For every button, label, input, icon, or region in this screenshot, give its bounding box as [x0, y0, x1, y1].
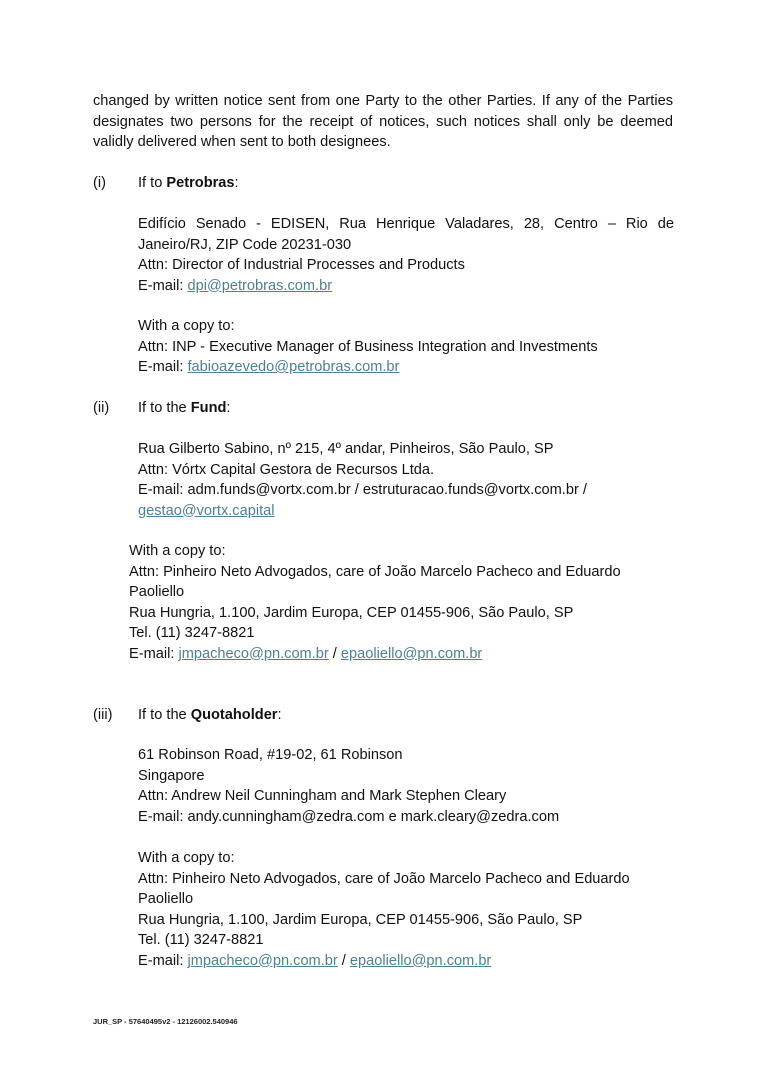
email-link[interactable]: dpi@petrobras.com.br [187, 277, 333, 294]
attn-line: Paoliello [129, 584, 185, 600]
attn-line: Attn: Pinheiro Neto Advogados, care of João Marcelo Pacheco and Eduardo [138, 870, 630, 887]
attn-line: Attn: Pinheiro Neto Advogados, care of João Marcelo Pacheco and Eduardo [129, 563, 621, 580]
section-heading: If to Petrobras: [138, 175, 239, 191]
address-line: Janeiro/RJ, ZIP Code 20231-030 [138, 236, 352, 253]
email-line: E-mail: jmpacheco@pn.com.br / epaoliello@pn.com.br [129, 645, 483, 662]
attn-line: Attn: Vórtx Capital Gestora de Recursos Ltda. [138, 461, 435, 478]
section-heading: If to the Fund: [138, 400, 231, 416]
quotaholder-copy-block [138, 848, 674, 971]
intro-line: designates two persons for the receipt of notices, such notices shall only be deemed [93, 113, 673, 130]
section-label: (ii) [93, 400, 110, 416]
petrobras-copy-block [138, 316, 674, 378]
copy-label: With a copy to: [138, 318, 235, 334]
section-label: (i) [93, 175, 106, 191]
email-line [138, 501, 674, 522]
party-name: Quotaholder [190, 707, 278, 723]
party-name: Fund [190, 400, 227, 416]
email-line: E-mail: andy.cunningham@zedra.com e mark.cleary@zedra.com [138, 808, 560, 825]
email-line: E-mail: jmpacheco@pn.com.br / epaoliello@pn.com.br [138, 952, 492, 969]
intro-paragraph [93, 91, 673, 153]
address-line: 61 Robinson Road, #19-02, 61 Robinson [138, 747, 403, 763]
document-footer: JUR_SP - 57640495v2 - 12126002.540946 [93, 1017, 238, 1026]
email-link[interactable]: gestao@vortx.capital [138, 502, 275, 519]
copy-label: With a copy to: [138, 850, 235, 866]
email-link[interactable]: fabioazevedo@petrobras.com.br [187, 359, 400, 375]
email-line: E-mail: fabioazevedo@petrobras.com.br [138, 359, 400, 375]
quotaholder-address-block [138, 745, 674, 827]
section-label: (iii) [93, 707, 113, 723]
attn-line: Attn: Andrew Neil Cunningham and Mark Stephen Cleary [138, 788, 507, 804]
fund-copy-block [129, 541, 674, 664]
fund-address-block [138, 439, 674, 521]
attn-line: Paoliello [138, 891, 194, 907]
address-line: Rua Gilberto Sabino, nº 215, 4º andar, Pinheiros, São Paulo, SP [138, 441, 554, 457]
address-line: Rua Hungria, 1.100, Jardim Europa, CEP 01455-906, São Paulo, SP [138, 911, 583, 928]
address-line: Rua Hungria, 1.100, Jardim Europa, CEP 01455-906, São Paulo, SP [129, 604, 574, 621]
email-line: E-mail: dpi@petrobras.com.br [138, 277, 333, 294]
attn-line: Attn: Director of Industrial Processes and Products [138, 257, 465, 273]
email-line: E-mail: adm.funds@vortx.com.br / estruturacao.funds@vortx.com.br / [138, 482, 587, 498]
section-heading: If to the Quotaholder: [138, 707, 282, 723]
email-link[interactable]: jmpacheco@pn.com.br [178, 645, 329, 662]
party-name: Petrobras [166, 175, 235, 191]
intro-line: validly delivered when sent to both designees. [93, 134, 391, 150]
tel-line: Tel. (11) 3247-8821 [129, 625, 255, 641]
petrobras-address-block [138, 214, 674, 296]
email-link[interactable]: jmpacheco@pn.com.br [187, 952, 338, 969]
address-line: Edifício Senado - EDISEN, Rua Henrique Valadares, 28, Centro – Rio de [138, 216, 674, 232]
tel-line: Tel. (11) 3247-8821 [138, 932, 264, 948]
email-link[interactable]: epaoliello@pn.com.br [349, 952, 492, 969]
intro-line: changed by written notice sent from one Party to the other Parties. If any of the Parties [93, 93, 673, 109]
attn-line: Attn: INP - Executive Manager of Business Integration and Investments [138, 338, 598, 355]
address-line: Singapore [138, 767, 205, 784]
email-link[interactable]: epaoliello@pn.com.br [340, 645, 483, 662]
copy-label: With a copy to: [129, 543, 226, 559]
